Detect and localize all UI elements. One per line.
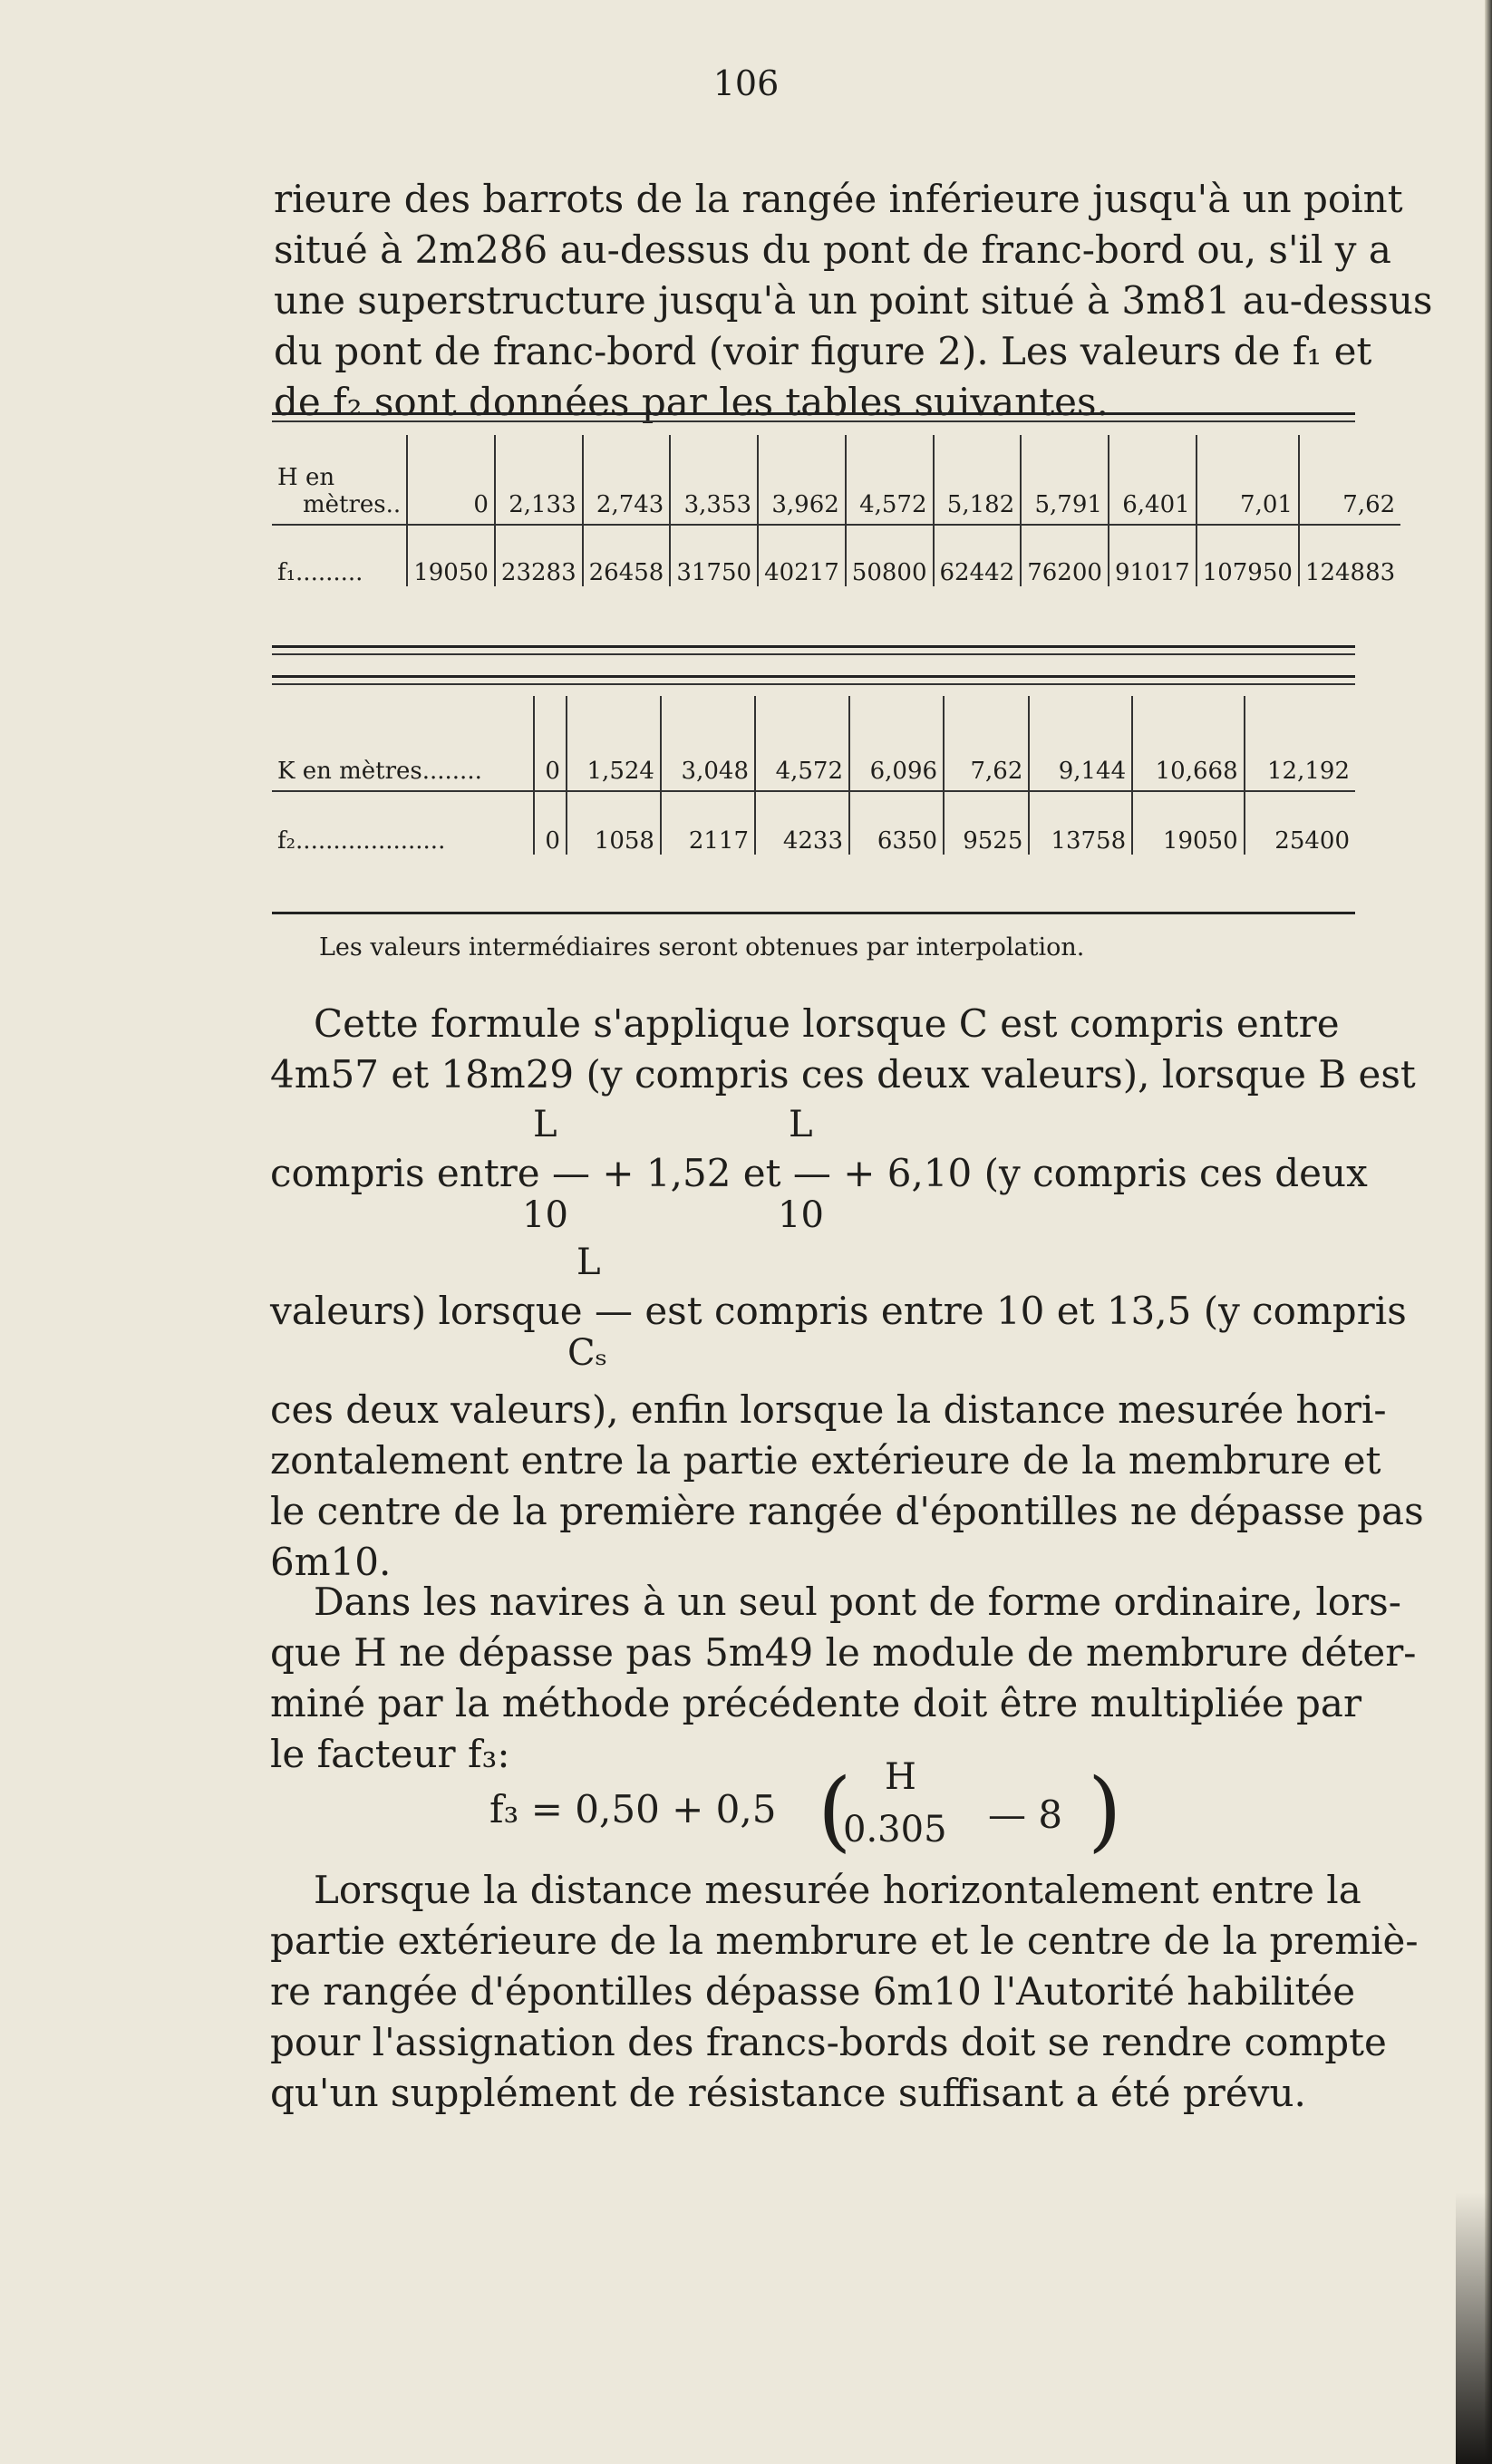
table-cell: 1058 [567,791,661,855]
table-row [272,435,1400,518]
table-cell: 12,192 [1267,758,1350,785]
page-number: 106 [712,63,780,103]
table-cell: 4233 [755,791,849,855]
text-line: du pont de franc-bord (voir figure 2). Les valeurs de f₁ et [274,329,1372,373]
text-line: situé à 2m286 au-dessus du pont de franc-bord ou, s'il y a [274,227,1391,272]
text-line: valeurs) lorsque — est compris entre 10 et 13,5 (y compris [270,1289,1407,1333]
table-cell: 19050 [1132,791,1245,855]
fraction-numerator: L [789,1104,813,1145]
page-edge-shadow [1485,0,1492,2464]
table2-top-rule [272,675,1355,678]
table-cell: 6,096 [849,696,944,785]
formula-tail: — 8 [988,1792,1063,1837]
table-cell: 7,62 [1342,491,1396,518]
table1-top-rule-2 [272,420,1355,422]
table-cell: 26458 [583,525,671,586]
text-line: une superstructure jusqu'à un point situé à 3m81 au-dessus [274,278,1433,323]
table-separator [272,518,1400,525]
table-caption: Les valeurs intermédiaires seront obtenues par interpolation. [319,933,1085,961]
table-cell: 19050 [407,525,495,586]
table-cell: 76200 [1021,525,1109,586]
table-row [272,696,1355,785]
table-cell: 107950 [1197,525,1299,586]
k-row-label: K en mètres........ [272,696,534,785]
table-cell: 3,962 [758,435,846,518]
text-line: compris entre — + 1,52 et — + 6,10 (y compris ces deux [270,1151,1368,1195]
table-cell: 9525 [944,791,1029,855]
h-label-line2: mètres.. [303,491,402,518]
table-cell: 13758 [1029,791,1132,855]
text-line: Lorsque la distance mesurée horizontalement entre la [314,1868,1361,1912]
table-cell: 2,743 [583,435,671,518]
text-line: le centre de la première rangée d'épontilles ne dépasse pas [270,1489,1424,1533]
fraction-denominator: Cₛ [567,1332,608,1374]
text-line: 4m57 et 18m29 (y compris ces deux valeurs), lorsque B est [270,1052,1416,1097]
intro-paragraph [274,174,1432,428]
table2-bottom-rule [272,912,1355,914]
f2-row-label: f₂.................... [272,791,534,855]
table-cell: 0 [534,696,567,785]
text-line: rieure des barrots de la rangée inférieure jusqu'à un point [274,177,1403,221]
table-cell: 5,791 [1021,435,1109,518]
table1-bottom-rule-2 [272,653,1355,655]
table-cell: 91017 [1109,525,1197,586]
formula-close-paren: ) [1088,1760,1122,1861]
formula-lhs: f₃ = 0,50 + 0,5 [489,1787,777,1831]
text-line: ces deux valeurs), enfin lorsque la distance mesurée hori- [270,1387,1387,1432]
table1-top-rule [272,412,1355,415]
table-cell: 25400 [1274,827,1350,855]
h-label-line1: H en [277,464,335,491]
table-f1 [272,435,1400,586]
table-cell: 4,572 [755,696,849,785]
text-line: miné par la méthode précédente doit être multipliée par [270,1681,1362,1725]
text-line: qu'un supplément de résistance suffisant a été prévu. [270,2071,1306,2115]
text-line: de f₂ sont données par les tables suivantes. [274,380,1109,424]
table-cell: 2117 [661,791,755,855]
table2-top-rule-2 [272,683,1355,685]
table-separator [272,785,1355,791]
table-cell: 6,401 [1109,435,1197,518]
table-cell: 1,524 [567,696,661,785]
h-row-label [272,435,407,518]
page-corner-shadow [1456,2192,1492,2464]
text-line: Dans les navires à un seul pont de forme ordinaire, lors- [314,1580,1401,1624]
text-line: partie extérieure de la membrure et le centre de la premiè- [270,1918,1419,1963]
reinforcement-paragraph [270,1865,1419,2119]
table1-bottom-rule [272,645,1355,648]
table-f2 [272,696,1355,855]
single-deck-paragraph [270,1577,1417,1780]
formula-open-paren: ( [818,1760,852,1861]
table-cell: 124883 [1304,559,1396,586]
text-line: zontalement entre la partie extérieure de la membrure et [270,1438,1381,1483]
table-cell: 3,048 [661,696,755,785]
fraction-denominator: 10 [522,1194,568,1236]
f1-row-label: f₁......... [272,525,407,586]
table-cell: 2,133 [495,435,583,518]
text-line: que H ne dépasse pas 5m49 le module de membrure déter- [270,1630,1417,1675]
fraction-numerator: L [533,1104,557,1145]
table-cell: 0 [534,791,567,855]
table-cell: 4,572 [846,435,934,518]
formula-denominator: 0.305 [843,1809,947,1850]
table-cell: 0 [407,435,495,518]
table-cell: 23283 [495,525,583,586]
distance-paragraph [270,1385,1424,1588]
fraction-denominator: 10 [778,1194,824,1236]
table-cell: 7,62 [944,696,1029,785]
formula-numerator: H [885,1756,916,1798]
table-cell: 3,353 [670,435,758,518]
conditions-paragraph [270,999,1416,1100]
table-cell: 40217 [758,525,846,586]
text-line: re rangée d'épontilles dépasse 6m10 l'Autorité habilitée [270,1969,1356,2014]
table-cell: 5,182 [934,435,1022,518]
table-row [272,791,1355,855]
table-cell: 50800 [846,525,934,586]
text-line: pour l'assignation des francs-bords doit se rendre compte [270,2020,1387,2064]
text-line: Cette formule s'applique lorsque C est compris entre [314,1001,1340,1046]
table-cell: 9,144 [1029,696,1132,785]
fraction-numerator: L [576,1242,601,1283]
text-line: le facteur f₃: [270,1732,510,1776]
table-cell: 6350 [849,791,944,855]
table-cell: 10,668 [1132,696,1245,785]
text-line: 6m10. [270,1540,392,1584]
table-cell: 7,01 [1197,435,1299,518]
table-row [272,525,1400,586]
table-cell: 62442 [934,525,1022,586]
table-cell: 31750 [670,525,758,586]
